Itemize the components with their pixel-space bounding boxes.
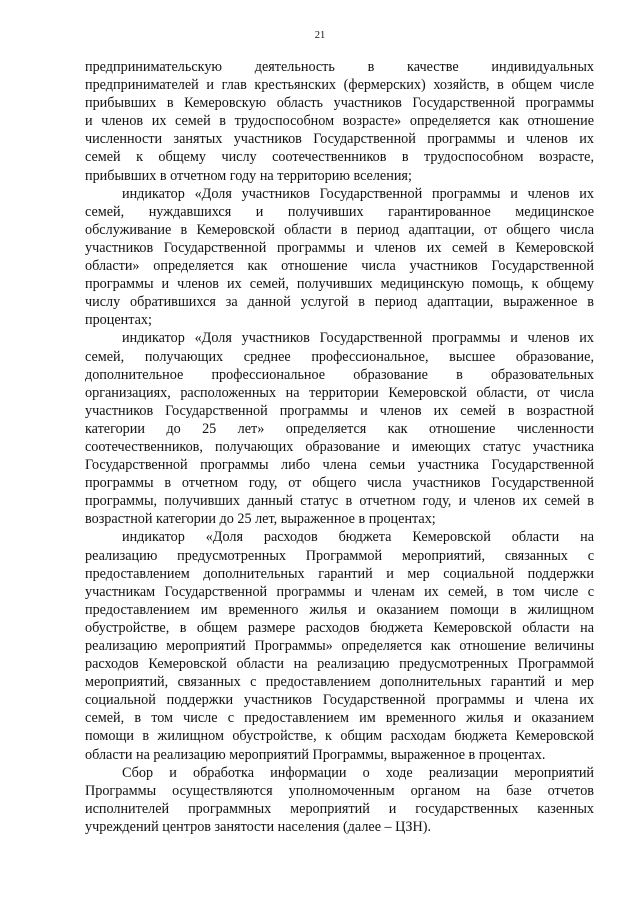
text-line: семей, получающих среднее профессиональное, высшее образование,: [85, 348, 594, 365]
text-line: программы, получивших данный статус в отчетном году, и членов их семей в: [85, 493, 594, 510]
text-line: семей, в том числе с предоставлением им временного жилья и оказанием: [85, 710, 594, 727]
text-line: и членов их семей в трудоспособном возрасте» определяется как отношение: [85, 113, 594, 130]
text-line: предпринимателей и глав крестьянских (фермерских) хозяйств, в общем числе: [85, 77, 594, 94]
text-line: участников Государственной программы и членов их семей в возрастной: [85, 402, 594, 419]
text-line: реализацию предусмотренных Программой мероприятий, связанных с: [85, 547, 594, 564]
text-line: обслуживание в Кемеровской области в период адаптации, от общего числа: [85, 221, 594, 238]
text-line: программы и членов их семей, получивших медицинскую помощь, к общему: [85, 276, 594, 293]
paragraph-employment-indicator-continuation: [85, 58, 594, 185]
text-line: исполнителей программных мероприятий и государственных казенных: [85, 800, 594, 817]
text-line: Сбор и обработка информации о ходе реализации мероприятий: [122, 764, 594, 781]
text-line: числу обратившихся за данной услугой в период адаптации, выраженное в: [85, 294, 594, 311]
text-line: индикатор «Доля участников Государственной программы и членов их: [122, 185, 594, 202]
text-line: численности занятых участников Государственной программы и членов их: [85, 131, 594, 148]
text-line: дополнительное профессиональное образование в образовательных: [85, 366, 594, 383]
text-line: участникам Государственной программы и членам их семей, в том числе с: [85, 583, 594, 600]
text-line: области» определяется как отношение числа участников Государственной: [85, 258, 594, 275]
text-line: прибывших в отчетном году на территорию вселения;: [85, 167, 412, 184]
text-line: помощи в жилищном обустройстве, к общим расходам бюджета Кемеровской: [85, 728, 594, 745]
text-line: организациях, расположенных на территории Кемеровской области, от числа: [85, 384, 594, 401]
text-line: индикатор «Доля участников Государственной программы и членов их: [122, 330, 594, 347]
text-line: предоставлением им временного жилья и оказанием помощи в жилищном: [85, 601, 594, 618]
text-line: процентах;: [85, 312, 152, 329]
text-line: категории до 25 лет» определяется как отношение численности: [85, 420, 594, 437]
text-line: учреждений центров занятости населения (далее – ЦЗН).: [85, 818, 432, 835]
text-line: расходов Кемеровской области на реализацию предусмотренных Программой: [85, 656, 594, 673]
page-number: 21: [314, 30, 326, 41]
text-line: обустройстве, в общем размере расходов бюджета Кемеровской области на: [85, 619, 594, 636]
text-line: прибывших в Кемеровскую область участников Государственной программы: [85, 95, 594, 112]
paragraph-medical-indicator: [85, 185, 594, 330]
text-line: индикатор «Доля расходов бюджета Кемеровской области на: [122, 529, 594, 546]
text-line: социальной поддержки участников Государственной программы и члена их: [85, 692, 594, 709]
text-line: соотечественников, получающих образование и имеющих статус участника: [85, 438, 594, 455]
document-body: [85, 58, 594, 836]
paragraph-data-collection: [85, 764, 594, 836]
paragraph-education-indicator: [85, 329, 594, 528]
text-line: Государственной программы либо члена семьи участника Государственной: [85, 457, 594, 474]
text-line: семей к общему числу соотечественников в трудоспособном возрасте,: [85, 149, 594, 166]
text-line: участников Государственной программы и членов их семей в Кемеровской: [85, 239, 594, 256]
text-line: программы в отчетном году, от общего числа участников Государственной: [85, 475, 594, 492]
text-line: Программы осуществляются уполномоченным органом на базе отчетов: [85, 782, 594, 799]
text-line: предоставлением дополнительных гарантий и мер социальной поддержки: [85, 565, 594, 582]
text-line: возрастной категории до 25 лет, выраженное в процентах;: [85, 511, 436, 528]
text-line: мероприятий, связанных с предоставлением дополнительных гарантий и мер: [85, 674, 594, 691]
text-line: области на реализацию мероприятий Программы, выраженное в процентах.: [85, 746, 546, 763]
text-line: реализацию мероприятий Программы» определяется как отношение величины: [85, 638, 594, 654]
text-line: предпринимательскую деятельность в качестве индивидуальных: [85, 59, 594, 75]
text-line: семей, нуждавшихся и получивших гарантированное медицинское: [85, 203, 594, 220]
paragraph-budget-indicator: [85, 528, 594, 763]
